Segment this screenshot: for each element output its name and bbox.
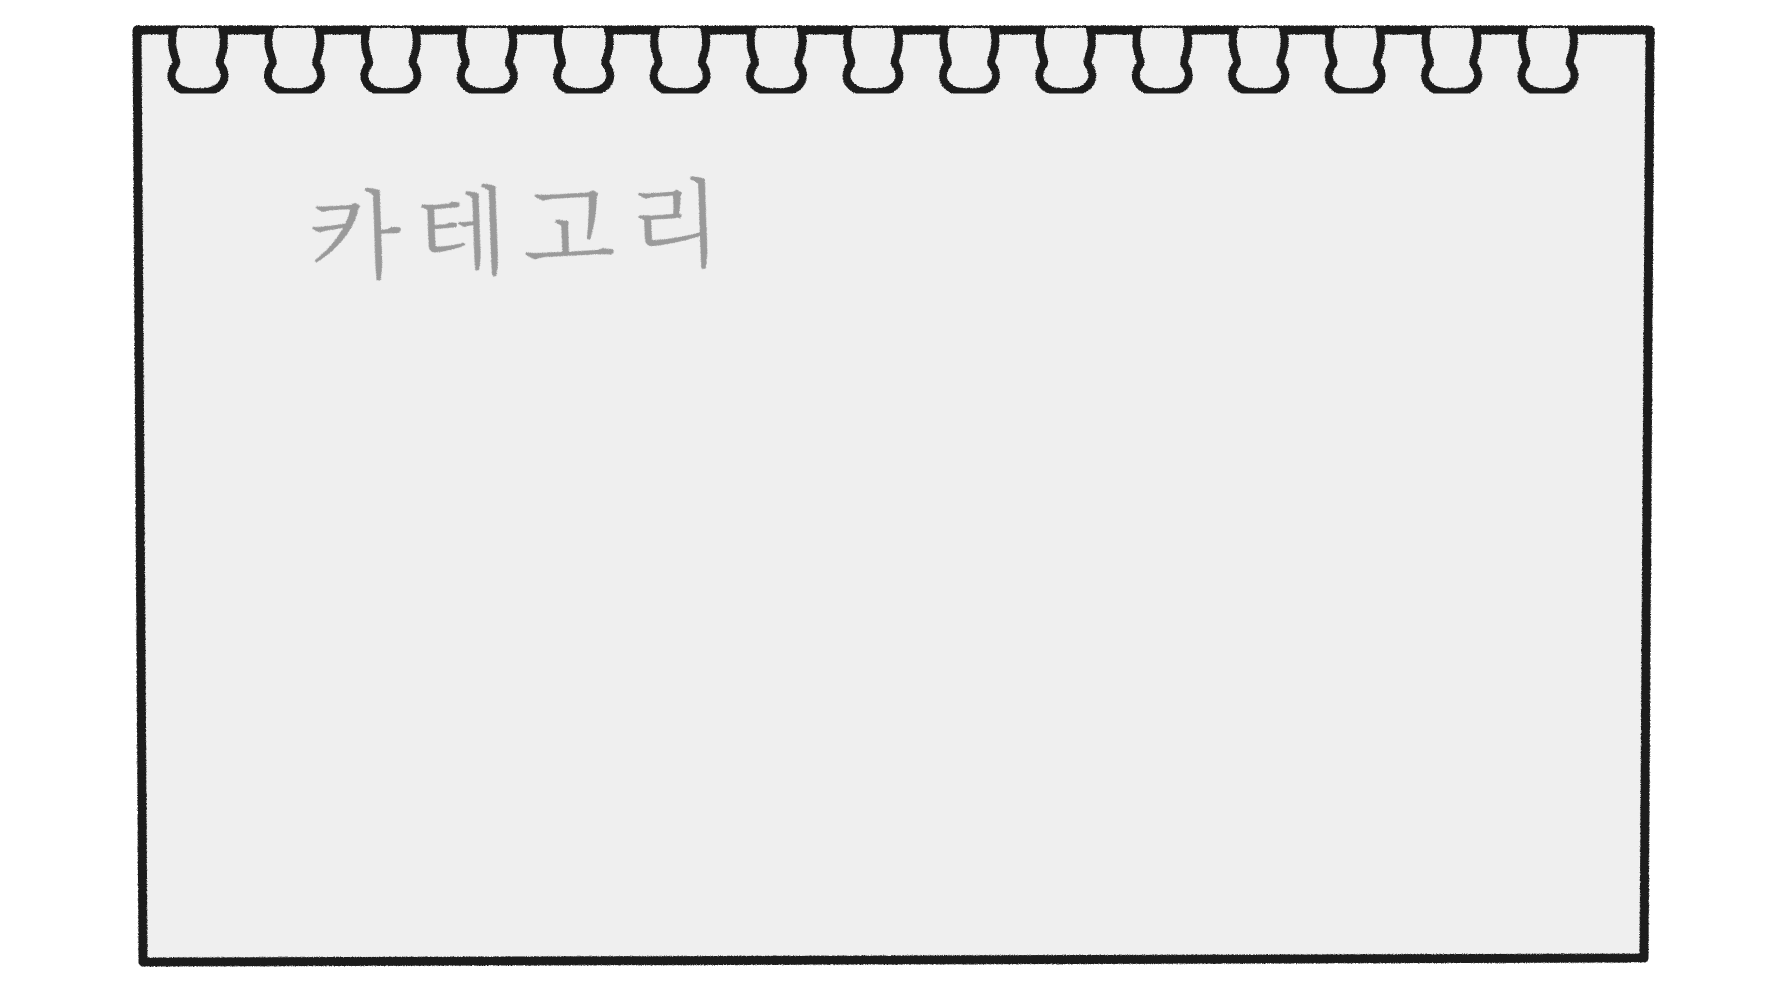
spiral-binding	[172, 28, 1575, 92]
binding-loop	[654, 28, 707, 92]
binding-loop	[1425, 28, 1478, 92]
binding-loop	[557, 28, 610, 92]
binding-loop	[750, 28, 803, 92]
binding-loop	[364, 28, 417, 92]
binding-loop	[1329, 28, 1382, 92]
binding-loop	[847, 28, 900, 92]
note-title: 카테고리	[306, 168, 738, 295]
binding-loop	[1136, 28, 1189, 92]
binding-loop	[943, 28, 996, 92]
binding-loop	[1232, 28, 1285, 92]
binding-loop	[268, 28, 321, 92]
binding-loop	[461, 28, 514, 92]
binding-loop	[1522, 28, 1575, 92]
note-paper	[137, 30, 1650, 962]
binding-loop	[1039, 28, 1092, 92]
binding-loop	[172, 28, 225, 92]
